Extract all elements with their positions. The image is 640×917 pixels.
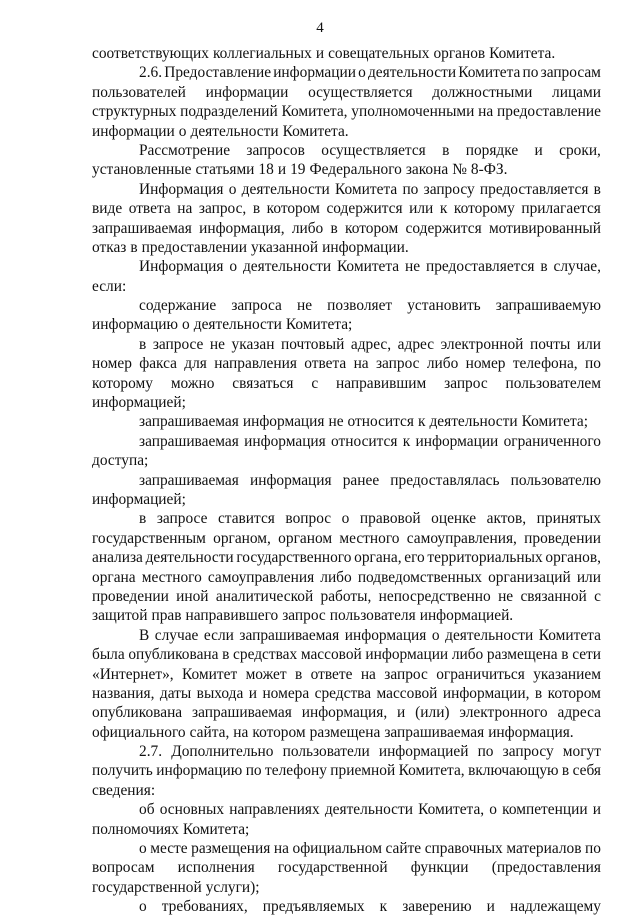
text-line: «Интернет», Комитет может в ответе на запрос ограничиться указанием (92, 665, 601, 683)
text-line: была опубликована в средствах массовой информации либо размещена в сети (92, 646, 601, 664)
paragraph (92, 141, 601, 180)
paragraph (92, 800, 601, 839)
text-line: отказ в предоставлении указанной информации. (92, 238, 409, 256)
paragraph (92, 897, 601, 916)
paragraph (92, 509, 601, 625)
text-line: органа местного самоуправления либо подведомственных организаций или (92, 568, 601, 586)
text-line: анализа деятельности государственного органа, его территориальных органов, (92, 549, 601, 567)
text-line: Информация о деятельности Комитета не предоставляется в случае, (139, 258, 601, 276)
paragraph (92, 839, 601, 897)
text-line: если: (92, 277, 127, 295)
text-line: виде ответа на запрос, в котором содержится или к которому прилагается (92, 200, 601, 218)
text-line: информацией; (92, 394, 186, 412)
paragraph (92, 44, 601, 63)
text-line: полномочиях Комитета; (92, 820, 250, 838)
text-line: структурных подразделений Комитета, уполномоченными на предоставление (92, 103, 601, 121)
text-line: в запросе не указан почтовый адрес, адрес электронной почты или (139, 335, 601, 353)
text-line: проведении иной аналитической работы, непосредственно не связанной с (92, 587, 601, 605)
text-line: о месте размещения на официальном сайте справочных материалов по (139, 840, 601, 858)
paragraph (92, 742, 601, 800)
text-line: 2.6. Предоставление информации о деятельности Комитета по запросам (139, 64, 601, 82)
text-line: официального сайта, на котором размещена запрашиваемая информация. (92, 723, 574, 741)
paragraph (92, 180, 601, 258)
paragraph (92, 412, 601, 431)
document-body (92, 44, 601, 917)
paragraph (92, 432, 601, 471)
paragraph (92, 63, 601, 141)
paragraph (92, 471, 601, 510)
text-line: 2.7. Дополнительно пользователи информацией по запросу могут (139, 743, 601, 761)
text-line: в запросе ставится вопрос о правовой оценке актов, принятых (139, 510, 601, 528)
text-line: Информация о деятельности Комитета по запросу предоставляется в (139, 180, 601, 198)
text-line: информацию о деятельности Комитета; (92, 316, 353, 334)
text-line: получить информацию по телефону приемной Комитета, включающую в себя (92, 762, 601, 780)
text-line: которому можно связаться с направившим запрос пользователем (92, 374, 601, 392)
text-line: доступа; (92, 452, 149, 470)
paragraph (92, 257, 601, 296)
text-line: государственной услуги); (92, 878, 260, 896)
text-line: защитой прав направившего запрос пользователя информацией. (92, 607, 514, 625)
text-line: пользователей информации осуществляется должностными лицами (92, 83, 601, 101)
paragraph (92, 296, 601, 335)
paragraph (92, 626, 601, 742)
text-line: об основных направлениях деятельности Комитета, о компетенции и (139, 801, 601, 819)
text-line: соответствующих коллегиальных и совещательных органов Комитета. (92, 45, 556, 62)
text-line: запрашиваемая информация, либо в котором содержится мотивированный (92, 219, 601, 237)
text-line: запрашиваемая информация ранее предоставлялась пользователю (139, 471, 601, 489)
text-line: запрашиваемая информация относится к информации ограниченного (139, 432, 601, 450)
text-line: В случае если запрашиваемая информация о деятельности Комитета (139, 626, 601, 644)
text-line: сведения: (92, 781, 156, 799)
text-line: содержание запроса не позволяет установить запрашиваемую (139, 297, 601, 315)
text-line: запрашиваемая информация не относится к деятельности Комитета; (139, 413, 589, 431)
paragraph (92, 335, 601, 413)
text-line: информацией; (92, 490, 186, 508)
text-line: государственным органом, органом местного самоуправления, проведении (92, 529, 601, 547)
text-line: вопросам исполнения государственной функции (предоставления (92, 859, 601, 877)
text-line: названия, даты выхода и номера средства массовой информации, в котором (92, 684, 601, 702)
page-number: 4 (316, 20, 324, 36)
text-line: о требованиях, предъявляемых к заверению и надлежащему (139, 898, 601, 916)
text-line: информации о деятельности Комитета. (92, 122, 349, 140)
text-line: опубликована запрашиваемая информация, и (или) электронного адреса (92, 704, 601, 722)
text-line: Рассмотрение запросов осуществляется в порядке и сроки, (139, 141, 601, 159)
text-line: номер факса для направления ответа на запрос либо номер телефона, по (92, 355, 601, 373)
text-line: установленные статьями 18 и 19 Федерального закона № 8-ФЗ. (92, 161, 508, 179)
